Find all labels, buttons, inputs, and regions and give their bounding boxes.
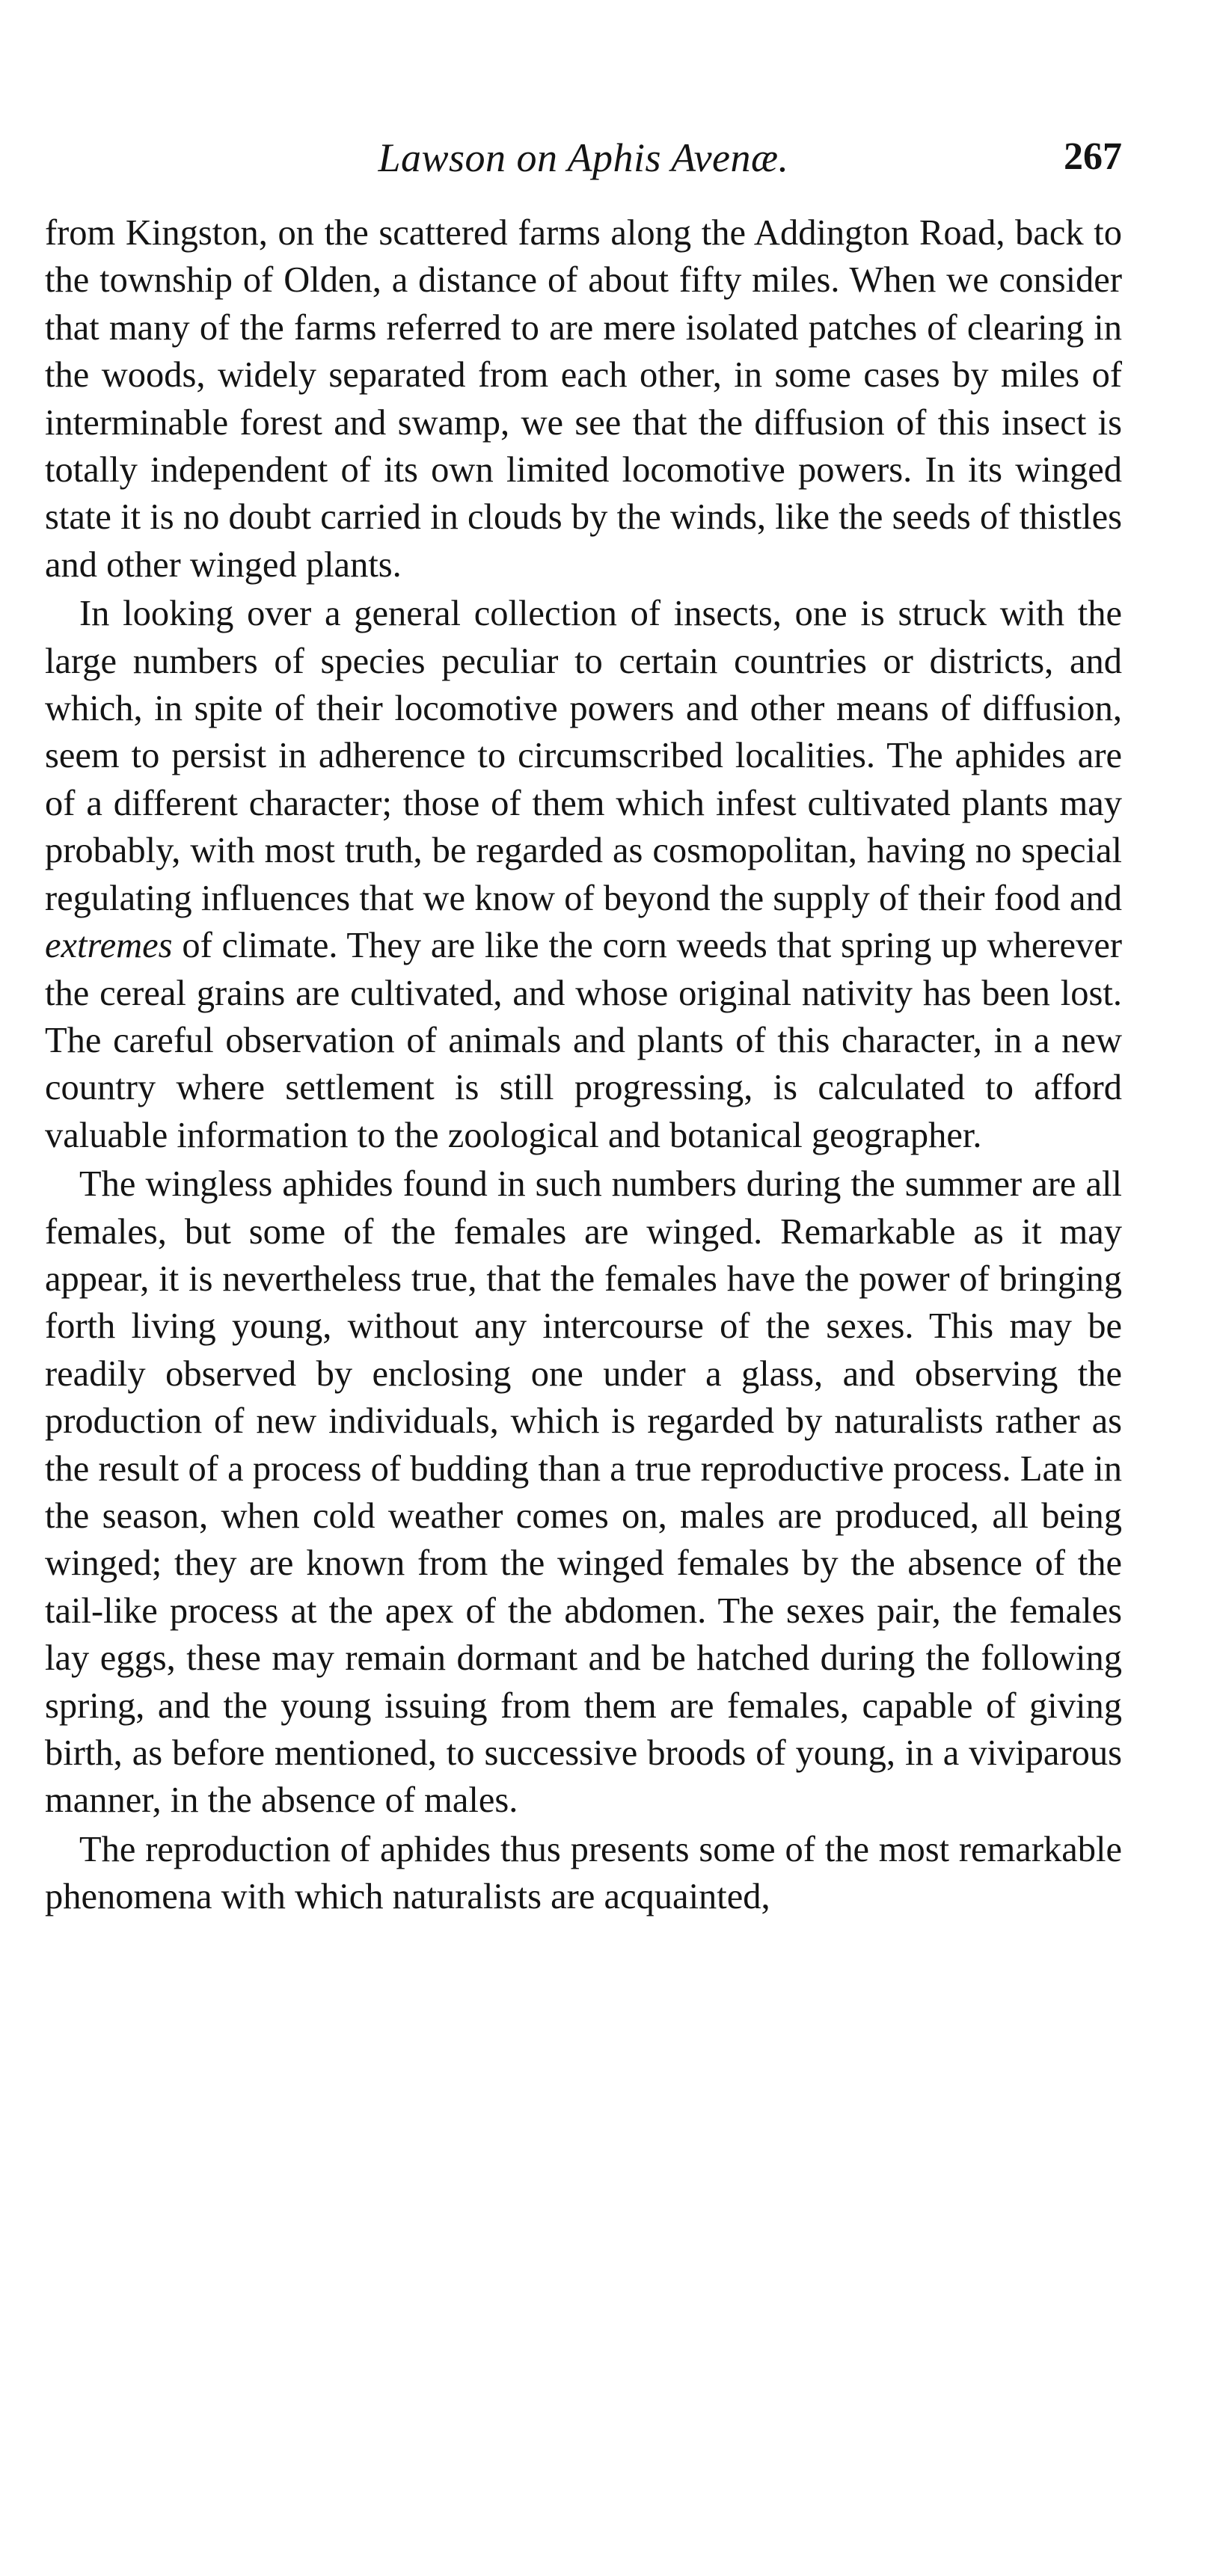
body-text (45, 209, 1122, 1921)
paragraph-wingless-aphides: The wingless aphides found in such numbers during the summer are all females, but some of the females are winged. Remarkable as it may appear, it is nevertheless true, that the females have the power of bringing forth living young, without any intercourse of the sexes. This may be readily observed by enclosing one under a glass, and observing the production of new individuals, which is regarded by naturalists rather as the result of a process of budding than a true reproductive process. Late in the season, when cold weather comes on, males are produced, all being winged; they are known from the winged females by the absence of the tail-like process at the apex of the abdomen. The sexes pair, the females lay eggs, these may remain dormant and be hatched during the following spring, and the young issuing from them are females, capable of giving birth, as before mentioned, to successive broods of young, in a viviparous manner, in the absence of males. (45, 1164, 1122, 1821)
paragraph-segment: In looking over a general collection of insects, one is struck with the large numbers of species peculiar to certain countries or districts, and which, in spite of their locomotive powers and other means of diffusion, seem to persist in adherence to circumscribed localities. The aphides are of a different character; those of them which infest cultivated plants may probably, with most truth, be regarded as cosmopolitan, having no special regulating influences that we know of beyond the supply of their food and (45, 594, 1122, 918)
paragraph-reproduction: The reproduction of aphides thus presents some of the most remarkable phenomena with which naturalists are acquainted, (45, 1829, 1122, 1917)
running-title: Lawson on Aphis Avenæ. (378, 135, 789, 180)
running-head (45, 127, 1122, 209)
page-number: 267 (1064, 135, 1122, 178)
emphasis-extremes: extremes (45, 926, 173, 966)
paragraph-general-collection (45, 590, 1122, 1159)
book-page (45, 127, 1122, 1921)
paragraph-segment: of climate. They are like the corn weeds that spring up wherever the cereal grains are cultivated, and whose original nativity has been lost. The careful observation of animals and plants of this character, in a new country where settlement is still progressing, is calculated to afford valuable information to the zoological and botanical geographer. (45, 926, 1122, 1155)
paragraph-continued: from Kingston, on the scattered farms along the Addington Road, back to the township of Olden, a distance of about fifty miles. When we consider that many of the farms referred to are mere isolated patches of clearing in the woods, widely separated from each other, in some cases by miles of interminable forest and swamp, we see that the diffusion of this insect is totally independent of its own limited locomotive powers. In its winged state it is no doubt carried in clouds by the winds, like the seeds of thistles and other winged plants. (45, 213, 1122, 585)
